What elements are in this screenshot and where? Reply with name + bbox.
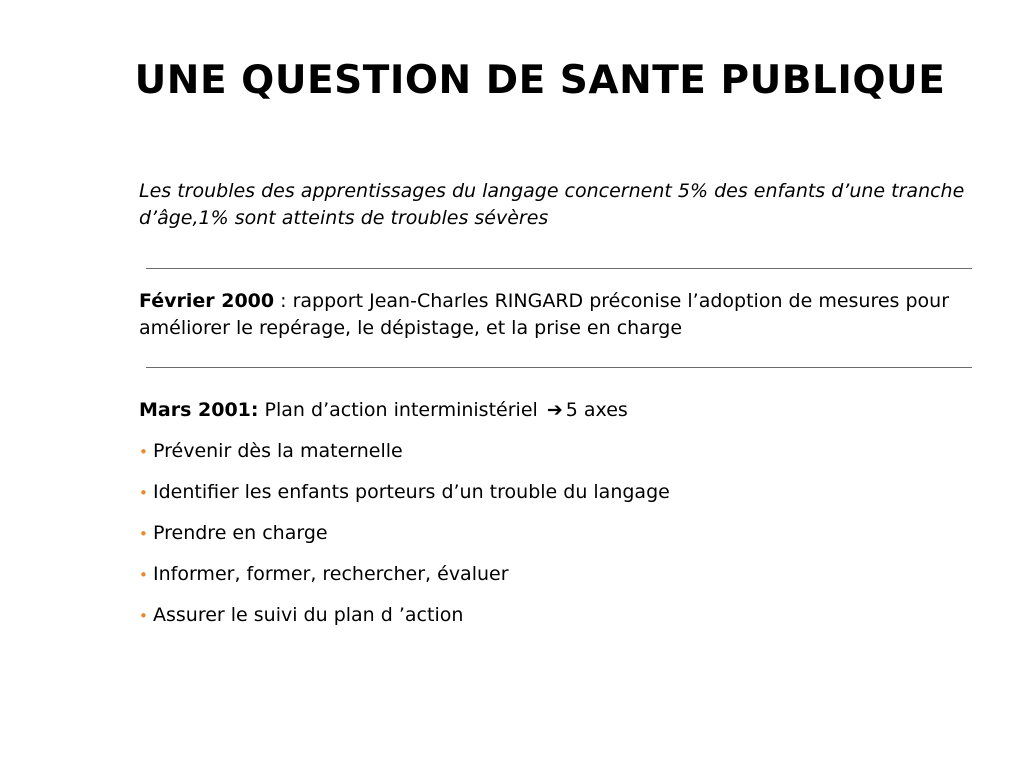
list-item [139, 561, 670, 588]
axes-list [139, 438, 670, 643]
mars-text: Plan d’action interministériel [258, 399, 538, 421]
axis-text: Prévenir dès la maternelle [153, 440, 403, 462]
mars-separator: : [250, 399, 259, 421]
divider-line [146, 367, 972, 368]
axis-text: Prendre en charge [153, 522, 328, 544]
intro-paragraph: Les troubles des apprentissages du langage concernent 5% des enfants d’une tranche d’âge,1% sont atteints de troubles sévères [139, 180, 965, 229]
axis-text: Assurer le suivi du plan d ’action [153, 604, 464, 626]
axis-text: Identifier les enfants porteurs d’un trouble du langage [153, 481, 670, 503]
divider-line [146, 268, 972, 269]
fevrier-text: : rapport Jean-Charles RINGARD préconise l’adoption de mesures pour améliorer le repérage, le dépistage, et la prise en charge [139, 290, 950, 339]
list-item [139, 438, 670, 465]
bullet-icon: • [139, 607, 148, 625]
right-arrow-icon: ➔ [546, 399, 563, 421]
list-item [139, 520, 670, 547]
bullet-icon: • [139, 566, 148, 584]
axis-text: Informer, former, rechercher, évaluer [153, 563, 509, 585]
mars-heading [139, 397, 628, 424]
list-item [139, 602, 670, 629]
list-item [139, 479, 670, 506]
bullet-icon: • [139, 525, 148, 543]
mars-date-label: Mars 2001 [139, 399, 251, 421]
fevrier-date-label: Février 2000 [139, 290, 275, 312]
bullet-icon: • [139, 484, 148, 502]
bullet-icon: • [139, 443, 148, 461]
slide-title: UNE QUESTION DE SANTE PUBLIQUE [134, 58, 946, 103]
axes-count-label: 5 axes [565, 399, 628, 421]
fevrier-paragraph [139, 288, 989, 342]
